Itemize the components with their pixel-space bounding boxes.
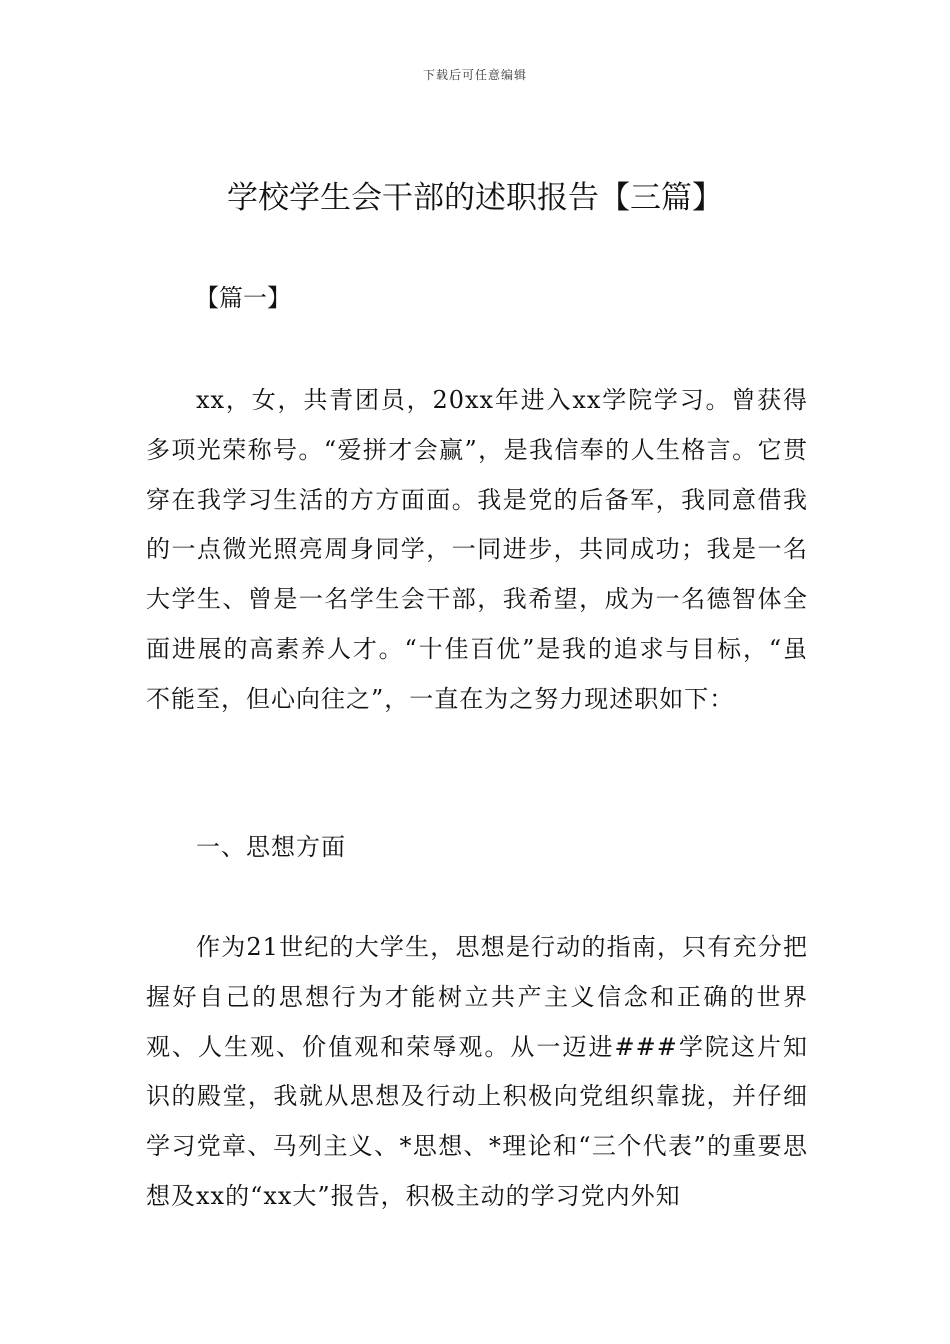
header-note: 下载后可任意编辑: [422, 68, 527, 82]
section-heading-thought: 一、思想方面: [196, 833, 346, 861]
paragraph-intro: xx，女，共青团员，20xx年进入xx学院学习。曾获得多项光荣称号。“爱拼才会赢”，是我信奉的人生格言。它贯穿在我学习生活的方方面面。我是党的后备军，我同意借我的一点微光照亮周身同学，一同进步，共同成功；我是一名大学生、曾是一名学生会干部，我希望，成为一名德智体全面进展的高素养人才。“十佳百优”是我的追求与目标，“虽不能至，但心向往之”，一直在为之努力现述职如下：: [146, 386, 808, 713]
paragraph-thought: 作为21世纪的大学生，思想是行动的指南，只有充分把握好自己的思想行为才能树立共产主义信念和正确的世界观、人生观、价值观和荣辱观。从一迈进###学院这片知识的殿堂，我就从思想及行动上积极向党组织靠拢，并仔细学习党章、马列主义、*思想、*理论和“三个代表”的重要思想及xx的“xx大”报告，积极主动的学习党内外知: [146, 933, 808, 1210]
document-title: 学校学生会干部的述职报告【三篇】: [227, 180, 723, 216]
section-label: 【篇一】: [195, 284, 291, 312]
